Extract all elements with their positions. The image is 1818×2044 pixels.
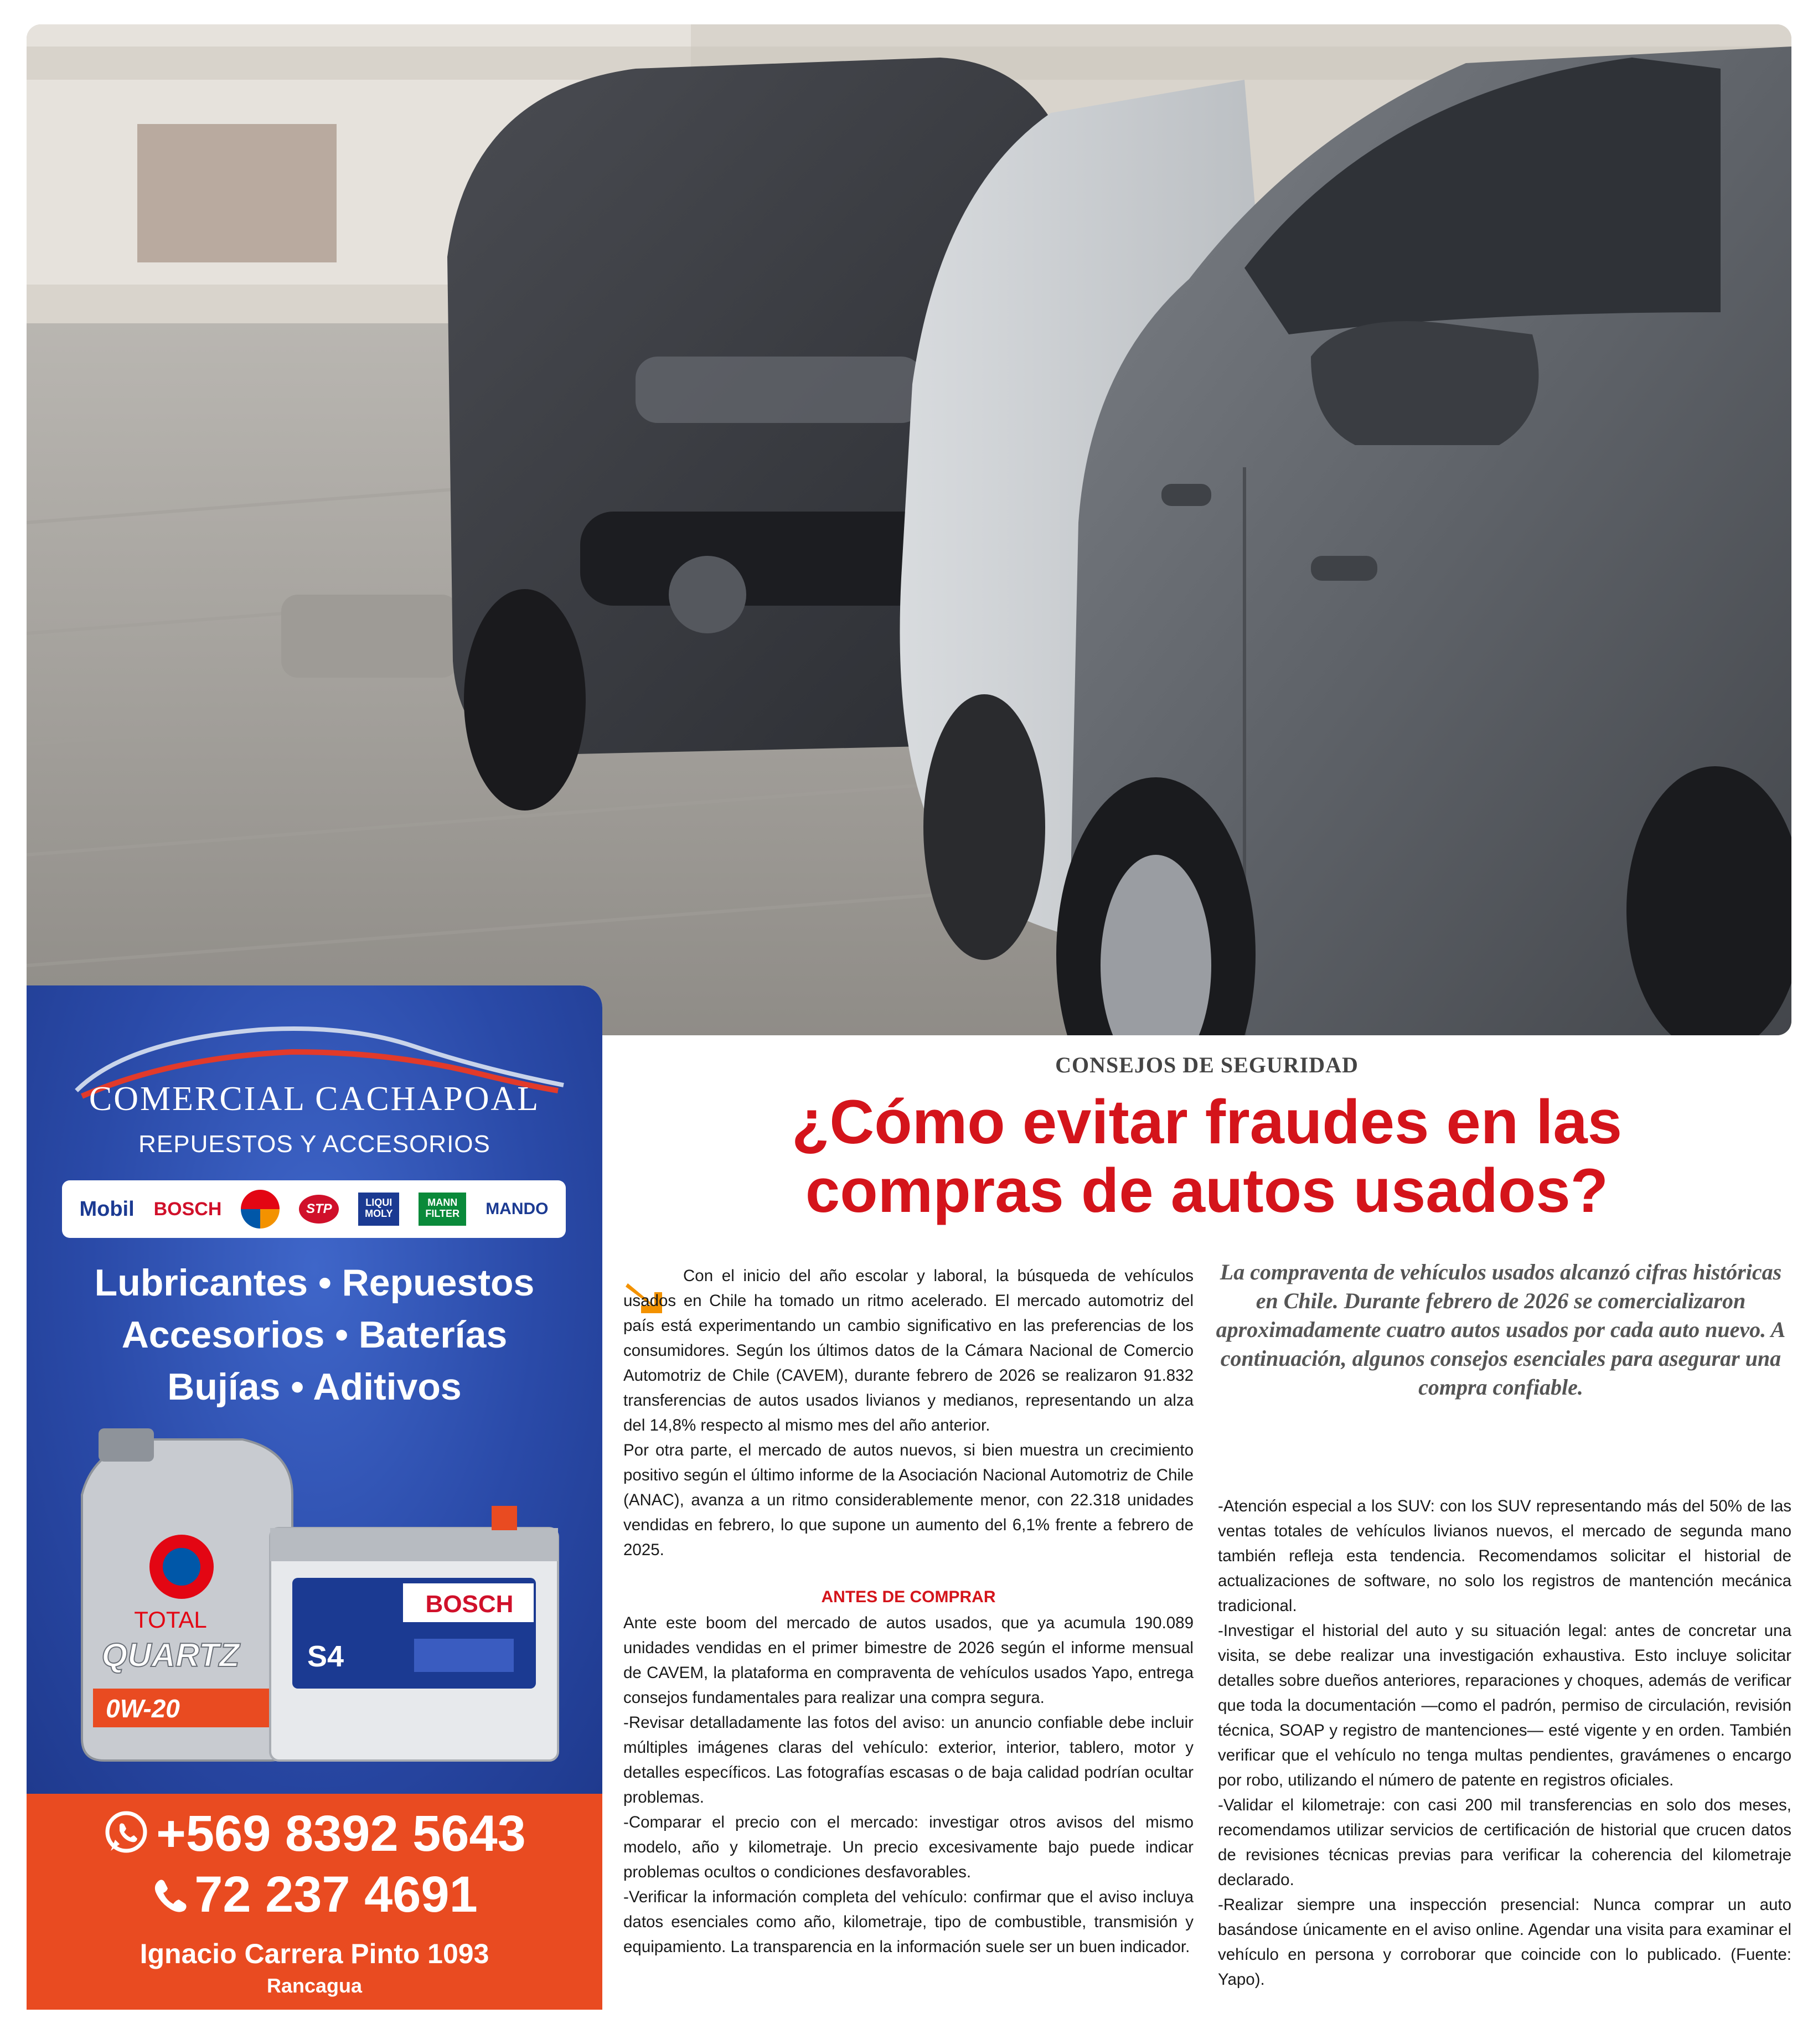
ad-landline-phone-number: 72 237 4691: [194, 1866, 478, 1923]
phone-icon: [151, 1876, 190, 1915]
liqui-moly-logo: LIQUI MOLY: [358, 1193, 399, 1226]
headline-line: ¿Cómo evitar fraudes en las: [791, 1087, 1623, 1157]
article-paragraph: -Verificar la información completa del vehículo: confirmar que el aviso incluya datos esenciales como año, kilometraje, tipo de combustible, transmisión y equipamiento. La transparencia en la información suele ser un buen indicador.: [623, 1888, 1194, 1956]
article-paragraph: -Investigar el historial del auto y su situación legal: antes de concretar una visita, se debe realizar una investigación exhaustiva. Esto incluye solicitar detalles sobre dueños anteriores, reparaciones y choques, además de verificar que toda la documentación —como el padrón, permiso de circulación, revisión técnica, SOAP y registro de mantenciones— esté vigente y en orden. También verificar que el vehículo no tenga multas pendientes, gravámenes o encargo por robo, utilizando el número de patente en registros oficiales.: [1218, 1622, 1791, 1789]
article-paragraph: -Revisar detalladamente las fotos del aviso: un anuncio confiable debe incluir múltiples imágenes claras del vehículo: exterior, interior, tablero, motor y detalles específicos. Las fotografías escasas o de baja calidad podrían ocultar problemas.: [623, 1713, 1194, 1806]
ad-brand-name: COMERCIAL CACHAPOAL: [89, 1080, 540, 1118]
article-subhead: ANTES DE COMPRAR: [821, 1588, 996, 1606]
article-paragraph: Por otra parte, el mercado de autos nuevos, si bien muestra un crecimiento positivo según el último informe de la Asociación Nacional Automotriz de Chile (ANAC), avanza a un ritmo considerablemente menor, con 22.318 unidades vendidas en febrero, lo que supone un aumento del 6,1% frente a febrero de 2025.: [623, 1441, 1194, 1559]
ad-product-line: Accesorios • Baterías: [121, 1314, 508, 1356]
mobil-logo: Mobil: [79, 1197, 135, 1221]
ad-product-list: [27, 1257, 602, 1413]
article-paragraph: -Comparar el precio con el mercado: investigar otros avisos del mismo modelo, año y kilometraje. Un precio excesivamente bajo puede indicar problemas ocultos o condiciones desfavorables.: [623, 1813, 1194, 1881]
article-deck: La compraventa de vehículos usados alcanzó cifras históricas en Chile. Durante febrero de 2026 se comercializaron aproximadamente cuatro autos usados por cada auto nuevo. A continuación, algunos consejos esenciales para asegurar una compra confiable.: [1216, 1260, 1786, 1400]
article-kicker: CONSEJOS DE SEGURIDAD: [1055, 1052, 1359, 1077]
article-paragraph: -Atención especial a los SUV: con los SUV representando más del 50% de las ventas totales de vehículos livianos nuevos, el mercado de segunda mano también refleja esta tendencia. Recomendamos solicitar el historial de actualizaciones de software, no solo los registros de mantención mecánica tradicional.: [1218, 1497, 1791, 1615]
oil-brand-label: TOTAL: [134, 1607, 207, 1633]
mando-logo: MANDO: [486, 1200, 549, 1218]
oil-name-label: QUARTZ: [101, 1637, 240, 1674]
total-logo-icon: [241, 1190, 280, 1229]
article-column-left: [623, 1263, 1194, 1959]
article-column-right: [1218, 1494, 1791, 1992]
whatsapp-icon: [103, 1809, 149, 1855]
article-paragraph: -Realizar siempre una inspección presencial: Nunca comprar un auto basándose únicamente en el aviso online. Agendar una visita para examinar el vehículo en persona y corroborar que coincide con lo publicado. (Fuente: Yapo).: [1218, 1896, 1791, 1989]
ad-city: Rancagua: [266, 1974, 363, 1997]
oil-and-battery-illustration: [60, 1428, 580, 1794]
battery-model-label: S4: [307, 1640, 344, 1673]
advertisement: [27, 985, 602, 2010]
brand-logo-strip: [62, 1180, 566, 1238]
ad-brand-tagline: REPUESTOS Y ACCESORIOS: [138, 1131, 490, 1158]
oil-grade-label: 0W-20: [106, 1694, 180, 1723]
stp-logo: STP: [299, 1195, 339, 1224]
bosch-logo: BOSCH: [153, 1198, 222, 1220]
mann-filter-logo: MANN FILTER: [419, 1193, 466, 1226]
article-paragraph: Ante este boom del mercado de autos usados, que ya acumula 190.089 unidades vendidas en el primer bimestre de 2026 según el informe mensual de CAVEM, la plataforma en compraventa de vehículos usados Yapo, entrega consejos fundamentales para realizar una compra segura.: [623, 1614, 1194, 1707]
article-paragraph: -Validar el kilometraje: con casi 200 mil transferencias en solo dos meses, recomendamos utilizar servicios de certificación de historial que crucen datos de revisiones técnicas previas para verificar la coherencia del kilometraje declarado.: [1218, 1796, 1791, 1889]
hero-photo: [27, 24, 1791, 1035]
ad-landline-phone: [27, 1866, 602, 1924]
cars-parked-illustration: [27, 24, 1791, 1035]
ad-product-line: Lubricantes • Repuestos: [94, 1262, 535, 1304]
ad-product-line: Bujías • Aditivos: [167, 1366, 462, 1408]
ad-mobile-phone: [27, 1805, 602, 1863]
ad-address: Ignacio Carrera Pinto 1093: [140, 1938, 489, 1969]
battery-brand-label: BOSCH: [425, 1591, 514, 1618]
ad-mobile-phone-number: +569 8392 5643: [156, 1805, 526, 1862]
article-paragraph: Con el inicio del año escolar y laboral, la búsqueda de vehículos usados en Chile ha tomado un ritmo acelerado. El mercado automotriz del país está experimentando un cambio significativo en las preferencias de los consumidores. Según los últimos datos de la Cámara Nacional de Comercio Automotriz de Chile (CAVEM), durante febrero de 2026 se realizaron 91.832 transferencias de autos usados livianos y medianos, representando un alza del 14,8% respecto al mismo mes del año anterior.: [623, 1267, 1194, 1434]
headline-line: compras de autos usados?: [805, 1156, 1609, 1225]
article-headline: [614, 1088, 1799, 1225]
ad-blue-panel: [27, 985, 602, 1794]
